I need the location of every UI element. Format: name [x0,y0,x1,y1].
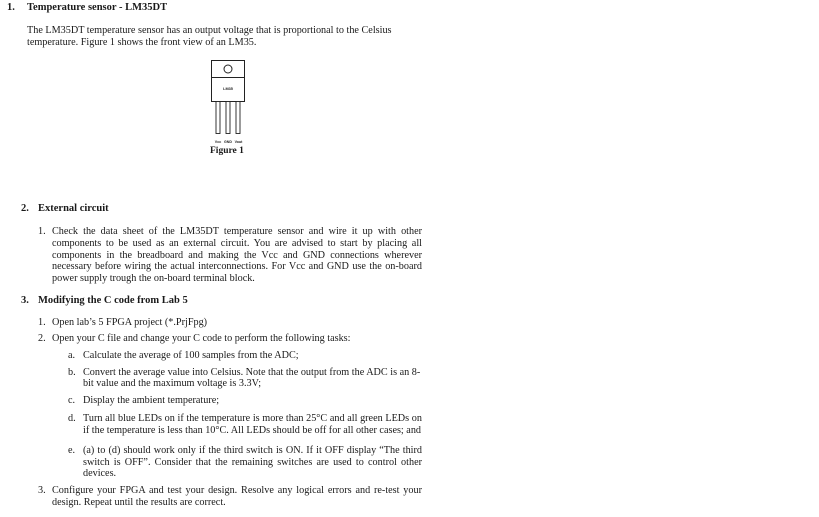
subtask-b-letter: b. [68,367,76,378]
section-1-number: 1. [7,2,15,13]
section-2-number: 2. [21,203,29,214]
subtask-d-line-2: if the temperature is less than 10°C. All LEDs should be off for all other cases; and [83,425,422,436]
subtask-b-line-1: Convert the average value into Celsius. Note that the output from the ADC is an 8- [83,367,421,378]
section-3-item-2-number: 2. [38,333,46,344]
section-2-item-1-number: 1. [38,226,46,237]
section-2-item-1-line-1: Check the data sheet of the LM35DT temperature sensor and wire it up with other [52,226,422,237]
subtask-a-letter: a. [68,350,76,361]
figure-caption: Figure 1 [210,146,244,156]
subtask-c-text: Display the ambient temperature; [83,395,220,406]
pin-vout-lead [236,102,240,134]
subtask-e-letter: e. [68,445,76,456]
subtask-a-text: Calculate the average of 100 samples from the ADC; [83,350,299,361]
subtask-d-letter: d. [68,413,76,424]
section-3-heading: Modifying the C code from Lab 5 [38,295,188,306]
pin-label-vout: Vout [234,140,243,144]
pin-label-vcc: Vcc [214,140,222,144]
section-2-item-1-line-3: components in the breadboard and making the Vcc and GND connections wherever [52,250,422,261]
section-2-item-1-line-2: components to be used as an external circuit. You are advised to start by placing all [52,238,422,249]
subtask-e-line-3: devices. [83,468,117,479]
section-1-heading: Temperature sensor - LM35DT [27,2,168,13]
pin-gnd-lead [226,102,230,134]
section-1-paragraph-line-1: The LM35DT temperature sensor has an output voltage that is proportional to the Celsius [27,25,392,36]
subtask-e-line-2: switch is OFF”. Consider that the remaining switches are used to control other [83,457,422,468]
section-3-item-3-line-2: design. Repeat until the results are correct. [52,497,226,508]
chip-label: LM35 [223,87,233,91]
section-3-number: 3. [21,295,29,306]
pin-label-gnd: GND [224,140,232,144]
section-3-item-1-text: Open lab’s 5 FPGA project (*.PrjFpg) [52,317,208,328]
section-2-item-1-line-4: necessary before wiring the actual interconnections. For Vcc and GND use the on-board [52,261,422,272]
subtask-b-line-2: bit value and the maximum voltage is 3.3V; [83,378,262,389]
subtask-c-letter: c. [68,395,76,406]
section-3-item-3-number: 3. [38,485,46,496]
subtask-d-line-1: Turn all blue LEDs on if the temperature is more than 25°C and all green LEDs on [83,413,422,424]
chip-mounting-hole [224,65,232,73]
section-3-item-1-number: 1. [38,317,46,328]
section-3-item-3-line-1: Configure your FPGA and test your design. Resolve any logical errors and re-test your [52,485,422,496]
section-2-heading: External circuit [38,203,109,214]
subtask-e-line-1: (a) to (d) should work only if the third switch is ON. If it OFF display “The third [83,445,422,456]
section-1-paragraph-line-2: temperature. Figure 1 shows the front view of an LM35. [27,37,257,48]
pin-vcc-lead [216,102,220,134]
section-2-item-1-line-5: power supply trough the on-board terminal block. [52,273,255,284]
lm35-figure [205,57,251,149]
section-3-item-2-text: Open your C file and change your C code to perform the following tasks: [52,333,351,344]
